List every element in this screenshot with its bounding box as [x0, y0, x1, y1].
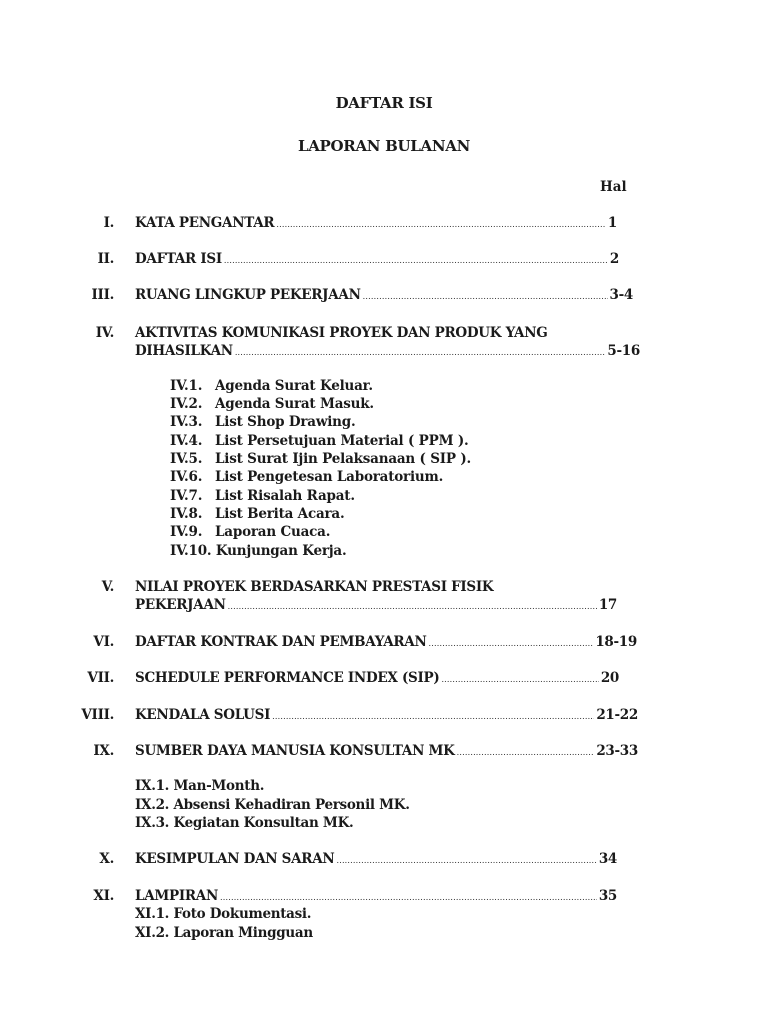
toc-line	[135, 250, 619, 270]
toc-page-number: 34	[598, 851, 617, 867]
toc-subitem	[170, 377, 373, 395]
toc-page-number: 2	[609, 251, 619, 267]
subitem-number: IV.10.	[170, 543, 212, 559]
dot-leader	[441, 671, 598, 689]
dot-leader	[276, 216, 606, 234]
dot-leader	[228, 598, 597, 616]
toc-page-number: 17	[598, 597, 617, 613]
toc-subitem	[170, 487, 355, 505]
subitem-number: IV.3.	[170, 414, 203, 430]
toc-title: DIHASILKAN	[135, 343, 233, 359]
toc-title: PEKERJAAN	[135, 597, 226, 613]
dot-leader	[272, 708, 594, 726]
dot-leader	[224, 252, 608, 270]
toc-line	[135, 633, 637, 653]
toc-subitem: IX.2. Absensi Kehadiran Personil MK.	[135, 797, 410, 813]
toc-page-number: 5-16	[607, 343, 640, 359]
subitem-number: IV.1.	[170, 378, 203, 394]
toc-line	[135, 887, 617, 907]
subitem-number: IV.7.	[170, 488, 203, 504]
toc-page-number: 23-33	[596, 743, 638, 759]
toc-title: KATA PENGANTAR	[135, 215, 275, 231]
subitem-label: Laporan Cuaca.	[215, 524, 331, 540]
subitem-label: List Pengetesan Laboratorium.	[215, 469, 444, 485]
subitem-label: List Surat Ijin Pelaksanaan ( SIP ).	[215, 451, 472, 467]
subitem-label: List Berita Acara.	[215, 506, 345, 522]
toc-subitem	[170, 450, 471, 468]
subitem-label: Kunjungan Kerja.	[215, 543, 347, 559]
toc-title-line1	[135, 578, 493, 596]
toc-page-number: 21-22	[596, 707, 638, 723]
subitem-number: IV.4.	[170, 433, 203, 449]
toc-subitem: IX.1. Man-Month.	[135, 778, 265, 794]
subitem-label: Agenda Surat Masuk.	[215, 396, 374, 412]
toc-title: KENDALA SOLUSI	[135, 707, 271, 723]
toc-line	[135, 596, 617, 616]
toc-subitem	[170, 523, 330, 541]
toc-title: DAFTAR ISI	[135, 251, 222, 267]
toc-numeral: X.	[99, 851, 114, 867]
toc-title-part: NILAI PROYEK BERDASARKAN PRESTASI FISIK	[135, 579, 494, 595]
toc-subitem	[170, 542, 346, 560]
toc-page-number: 35	[598, 888, 617, 904]
toc-line	[135, 286, 633, 306]
subitem-number: IV.2.	[170, 396, 203, 412]
toc-title-line1	[135, 324, 548, 342]
toc-title: SUMBER DAYA MANUSIA KONSULTAN MK	[135, 743, 455, 759]
toc-page-number: 18-19	[595, 634, 637, 650]
toc-subitem	[170, 468, 443, 486]
subitem-label: List Risalah Rapat.	[215, 488, 355, 504]
toc-subitem: IX.3. Kegiatan Konsultan MK.	[135, 815, 354, 831]
page-column-label: Hal	[600, 179, 627, 195]
toc-subitem	[170, 413, 356, 431]
toc-subitem	[170, 432, 469, 450]
dot-leader	[457, 744, 595, 762]
page-title: DAFTAR ISI	[335, 94, 433, 112]
toc-line	[135, 850, 617, 870]
toc-numeral: IX.	[93, 743, 114, 759]
toc-subitem: XI.1. Foto Dokumentasi.	[135, 906, 312, 922]
toc-line	[135, 742, 638, 762]
toc-title-part: AKTIVITAS KOMUNIKASI PROYEK DAN PRODUK YANG	[135, 325, 548, 341]
toc-numeral: III.	[91, 287, 114, 303]
toc-title: RUANG LINGKUP PEKERJAAN	[135, 287, 361, 303]
toc-numeral: XI.	[93, 888, 114, 904]
toc-numeral: II.	[97, 251, 114, 267]
subitem-number: IV.8.	[170, 506, 203, 522]
subitem-number: IV.5.	[170, 451, 203, 467]
toc-page-number: 1	[607, 215, 617, 231]
toc-subitem: XI.2. Laporan Mingguan	[135, 925, 313, 941]
toc-line	[135, 214, 617, 234]
toc-subitem	[170, 505, 344, 523]
toc-line	[135, 669, 619, 689]
toc-line	[135, 342, 640, 362]
toc-numeral: VII.	[87, 670, 114, 686]
dot-leader	[235, 344, 606, 362]
dot-leader	[429, 635, 594, 653]
subitem-number: IV.6.	[170, 469, 203, 485]
subitem-number: IV.9.	[170, 524, 203, 540]
subitem-label: List Persetujuan Material ( PPM ).	[215, 433, 469, 449]
dot-leader	[363, 288, 608, 306]
toc-numeral: VIII.	[81, 707, 114, 723]
toc-title: DAFTAR KONTRAK DAN PEMBAYARAN	[135, 634, 427, 650]
toc-numeral: V.	[101, 579, 114, 595]
toc-page-number: 3-4	[609, 287, 633, 303]
toc-numeral: VI.	[93, 634, 114, 650]
toc-subitem	[170, 395, 374, 413]
toc-line	[135, 706, 638, 726]
toc-numeral: IV.	[95, 325, 114, 341]
toc-numeral: I.	[103, 215, 114, 231]
toc-title: KESIMPULAN DAN SARAN	[135, 851, 335, 867]
toc-title: SCHEDULE PERFORMANCE INDEX (SIP)	[135, 670, 440, 686]
page-subtitle: LAPORAN BULANAN	[297, 137, 471, 155]
subitem-label: List Shop Drawing.	[215, 414, 356, 430]
toc-title: LAMPIRAN	[135, 888, 219, 904]
dot-leader	[336, 852, 596, 870]
toc-page-number: 20	[600, 670, 619, 686]
subitem-label: Agenda Surat Keluar.	[215, 378, 373, 394]
